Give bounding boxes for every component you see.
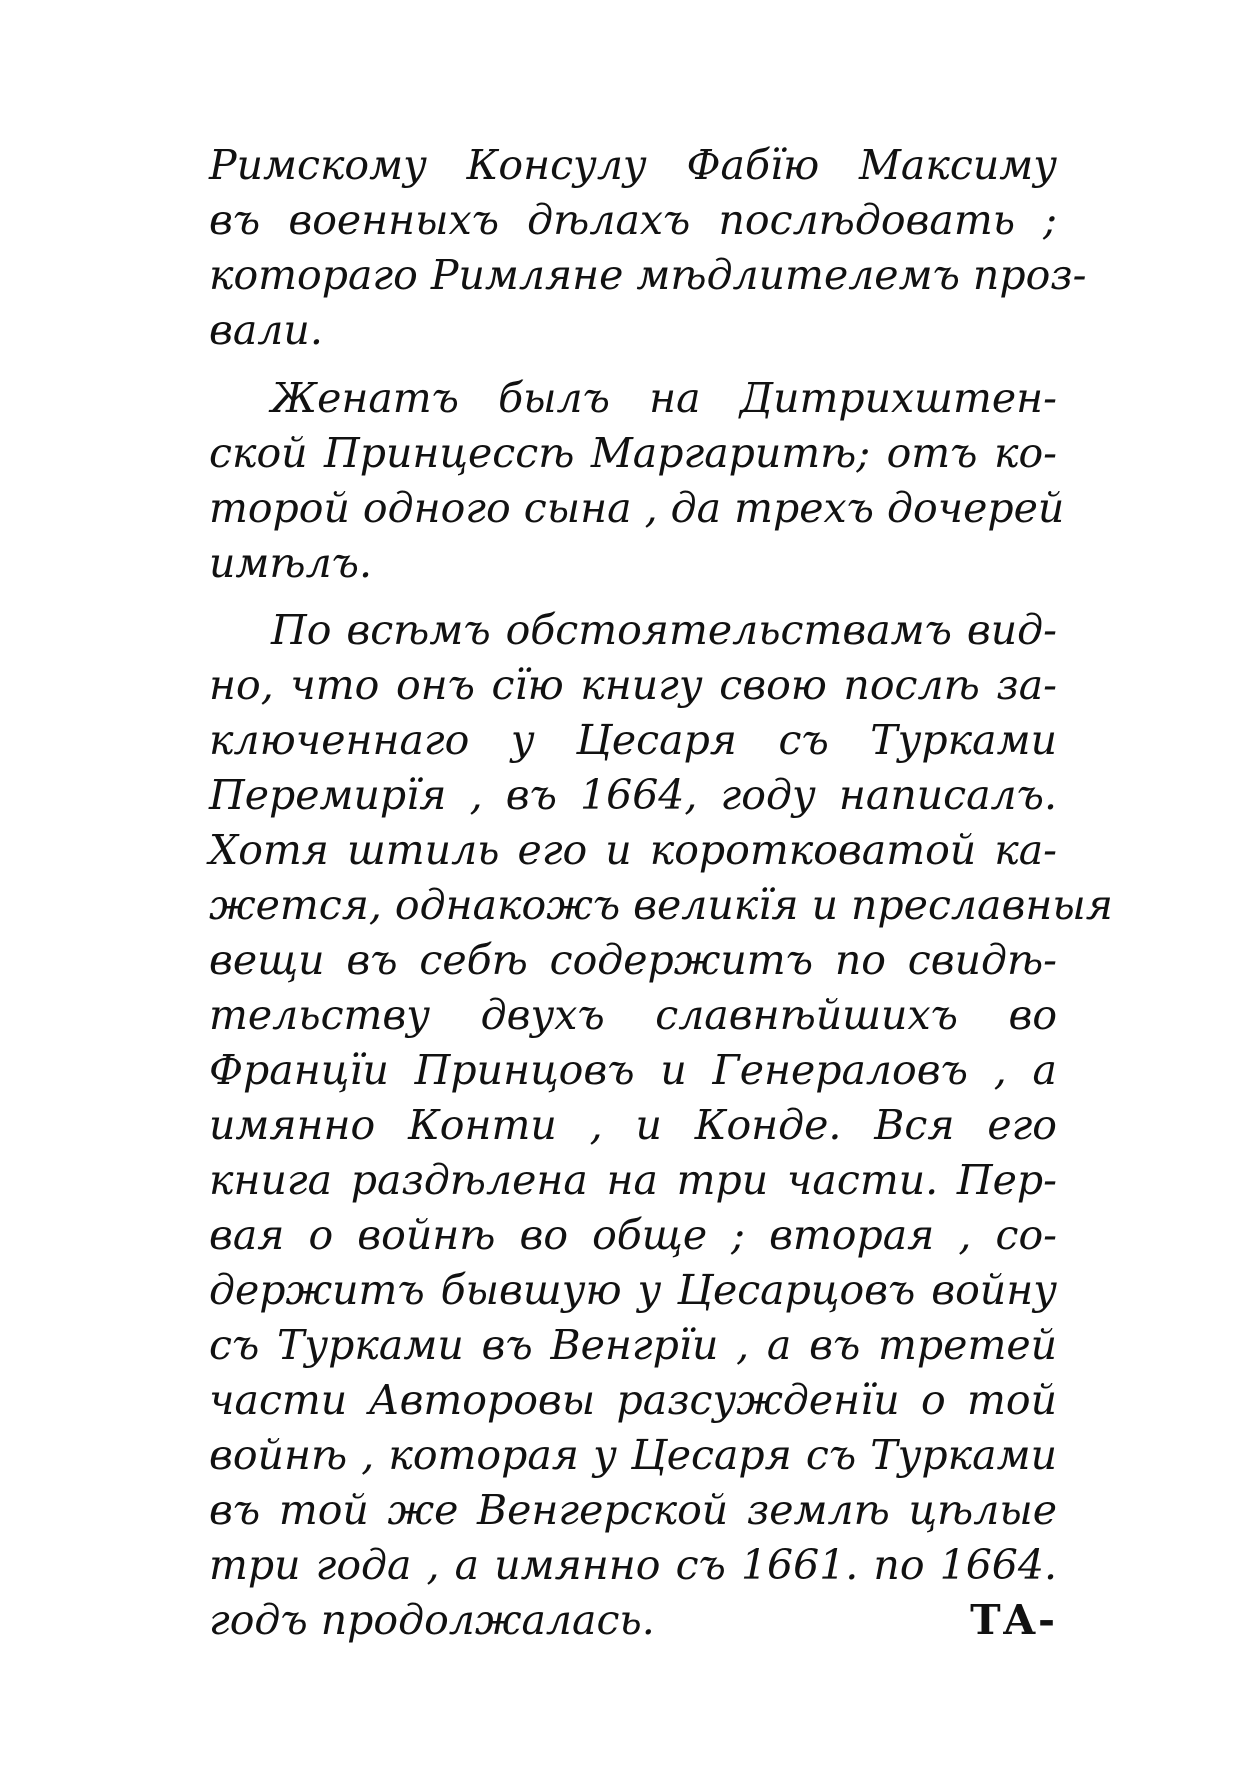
paragraph <box>209 371 1065 591</box>
paragraph <box>209 138 1087 358</box>
text-line: Перемирїя , въ 1664, году написалъ. <box>209 771 1057 819</box>
catchword: ТА- <box>970 1596 1057 1644</box>
text-line: Хотя штиль его и коротковатой ка- <box>209 826 1057 874</box>
paragraph-gap <box>209 358 1057 371</box>
text-line: вещи въ себѣ содержитъ по свидѣ- <box>209 936 1057 984</box>
text-line: съ Турками въ Венгрїи , а въ третей <box>209 1321 1057 1369</box>
last-text-line <box>209 1593 1057 1648</box>
text-line: имѣлъ. <box>209 539 373 587</box>
text-line: части Авторовы разсужденїи о той <box>209 1376 1057 1424</box>
text-line: ключеннаго у Цесаря съ Турками <box>209 716 1057 764</box>
text-line: котораго Римляне мѣдлителемъ проз- <box>209 251 1087 299</box>
text-line: вая о войнѣ во обще ; вторая , со- <box>209 1211 1057 1259</box>
text-line: жется, однакожъ великїя и преславныя <box>209 881 1113 929</box>
text-line: три года , а имянно съ 1661. по 1664. <box>209 1541 1057 1589</box>
text-line: Францїи Принцовъ и Генераловъ , а <box>209 1046 1057 1094</box>
text-line: тельству двухъ славнѣйшихъ во <box>209 991 1057 1039</box>
text-line: ской Принцессѣ Маргаритѣ; отъ ко- <box>209 429 1057 477</box>
text-line: войнѣ , которая у Цесаря съ Турками <box>209 1431 1057 1479</box>
text-line: въ военныхъ дѣлахъ послѣдовать ; <box>209 196 1057 244</box>
text-line: Женатъ былъ на Дитрихштен- <box>271 374 1057 422</box>
text-line: По всѣмъ обстоятельствамъ вид- <box>271 606 1057 654</box>
paragraph <box>209 603 1113 1648</box>
text-line: торой одного сына , да трехъ дочерей <box>209 484 1065 532</box>
text-line: держитъ бывшую у Цесарцовъ войну <box>209 1266 1057 1314</box>
text-line: имянно Конти , и Конде. Вся его <box>209 1101 1057 1149</box>
text-line: книга раздѣлена на три части. Пер- <box>209 1156 1057 1204</box>
text-line: Римскому Консулу Фабїю Максиму <box>209 141 1057 189</box>
text-line: вали. <box>209 306 323 354</box>
text-line: годъ продолжалась. <box>209 1596 655 1644</box>
text-line: но, что онъ сїю книгу свою послѣ за- <box>209 661 1057 709</box>
paragraph-gap <box>209 591 1057 603</box>
page-text <box>209 138 1113 1648</box>
text-line: въ той же Венгерской землѣ цѣлые <box>209 1486 1057 1534</box>
